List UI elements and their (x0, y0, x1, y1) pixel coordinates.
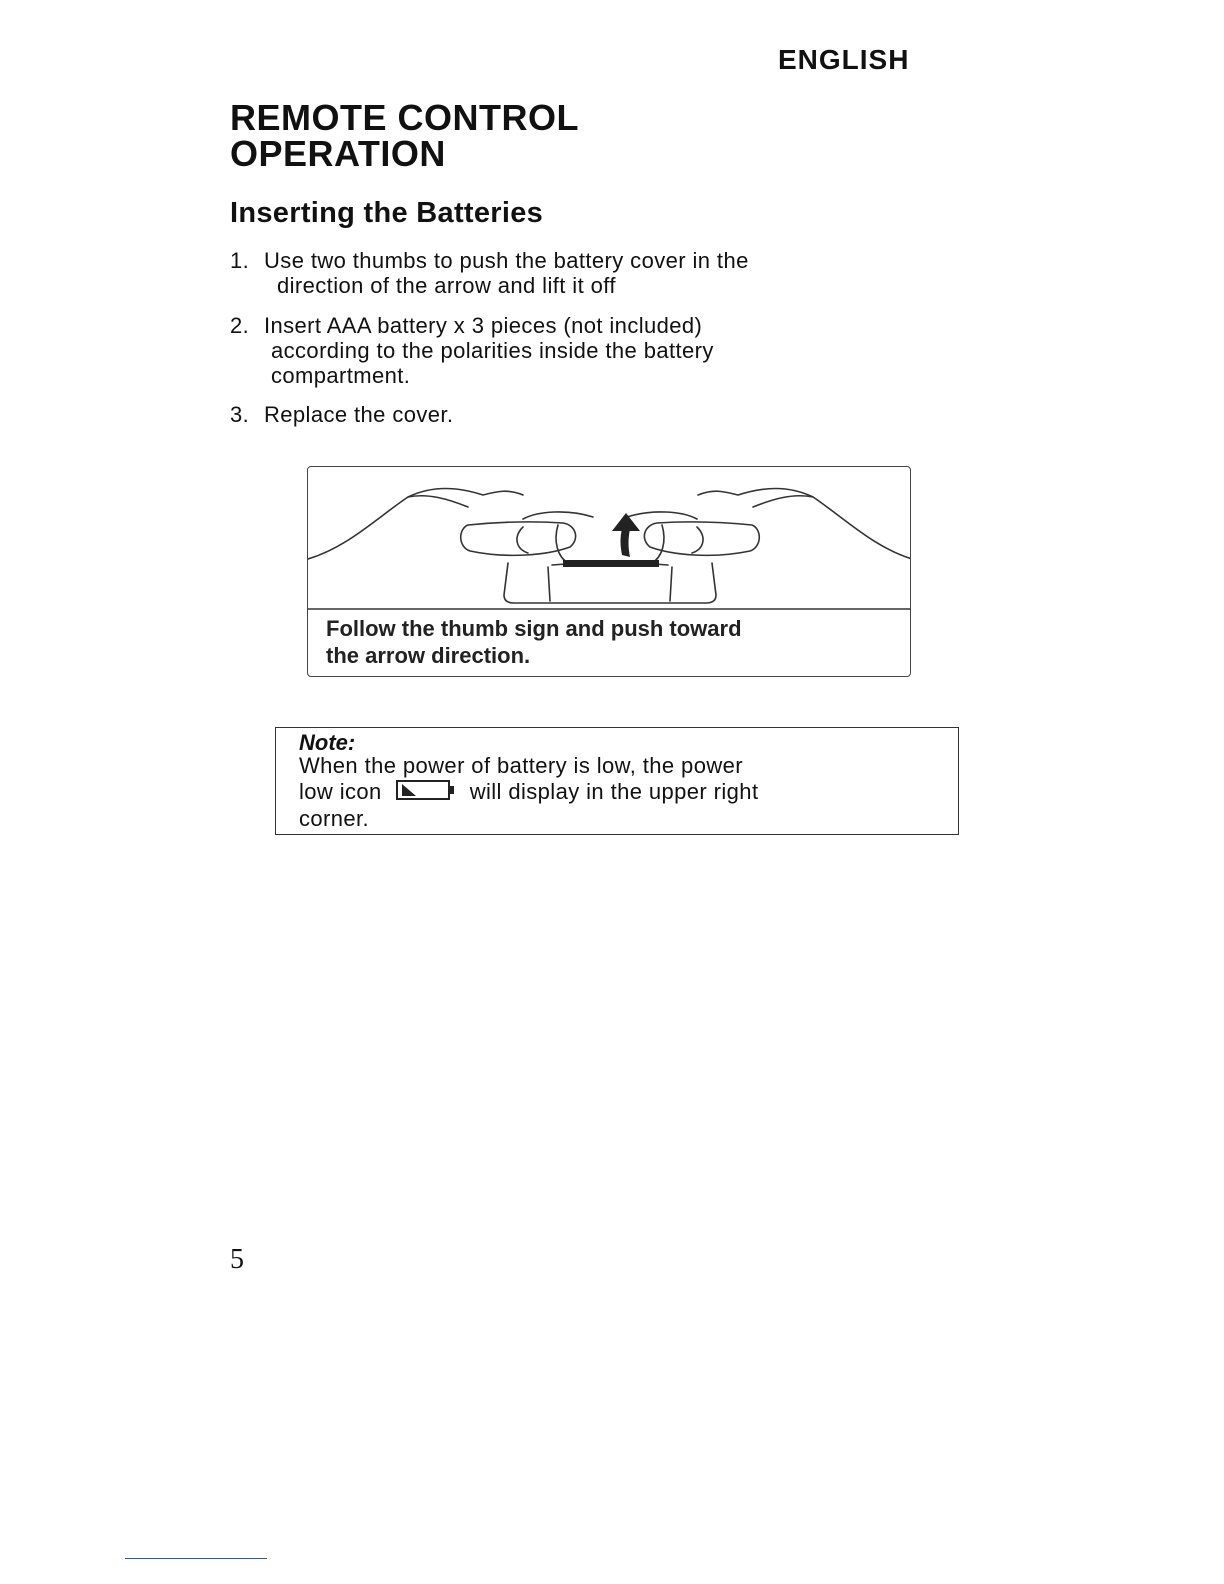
step-text: Insert AAA battery x 3 pieces (not included) (264, 313, 703, 338)
section-heading: Inserting the Batteries (230, 197, 544, 229)
step-number: 3. (230, 402, 250, 427)
step-text: direction of the arrow and lift it off (277, 273, 616, 298)
note-text: will display in the upper right (469, 779, 759, 804)
note-text: low icon (299, 779, 382, 804)
language-label: ENGLISH (778, 44, 910, 75)
note-body (299, 753, 939, 832)
hands-pushing-battery-cover-illustration (308, 467, 911, 612)
step-number: 2. (230, 313, 250, 338)
caption-line1: Follow the thumb sign and push toward (326, 616, 742, 641)
step-text: Replace the cover. (264, 402, 454, 427)
page-number: 5 (230, 1244, 244, 1275)
step-text: Use two thumbs to push the battery cover in the (264, 248, 749, 273)
step-1 (230, 248, 749, 298)
figure-caption (326, 615, 896, 669)
step-3 (230, 402, 453, 427)
page-title-line2: OPERATION (230, 133, 446, 174)
note-box (275, 727, 959, 835)
note-text: When the power of battery is low, the power (299, 753, 743, 778)
caption-line2: the arrow direction. (326, 643, 531, 668)
step-text: according to the polarities inside the battery (271, 338, 714, 363)
note-text: corner. (299, 806, 370, 832)
page-title (230, 97, 579, 174)
step-number: 1. (230, 248, 250, 273)
note-label: Note: (299, 730, 356, 755)
step-text: compartment. (271, 363, 411, 388)
footer-divider (125, 1558, 267, 1559)
battery-low-icon (396, 780, 456, 806)
step-2 (230, 313, 714, 388)
page-title-line1: REMOTE CONTROL (230, 97, 579, 138)
battery-cover-figure (307, 466, 911, 677)
